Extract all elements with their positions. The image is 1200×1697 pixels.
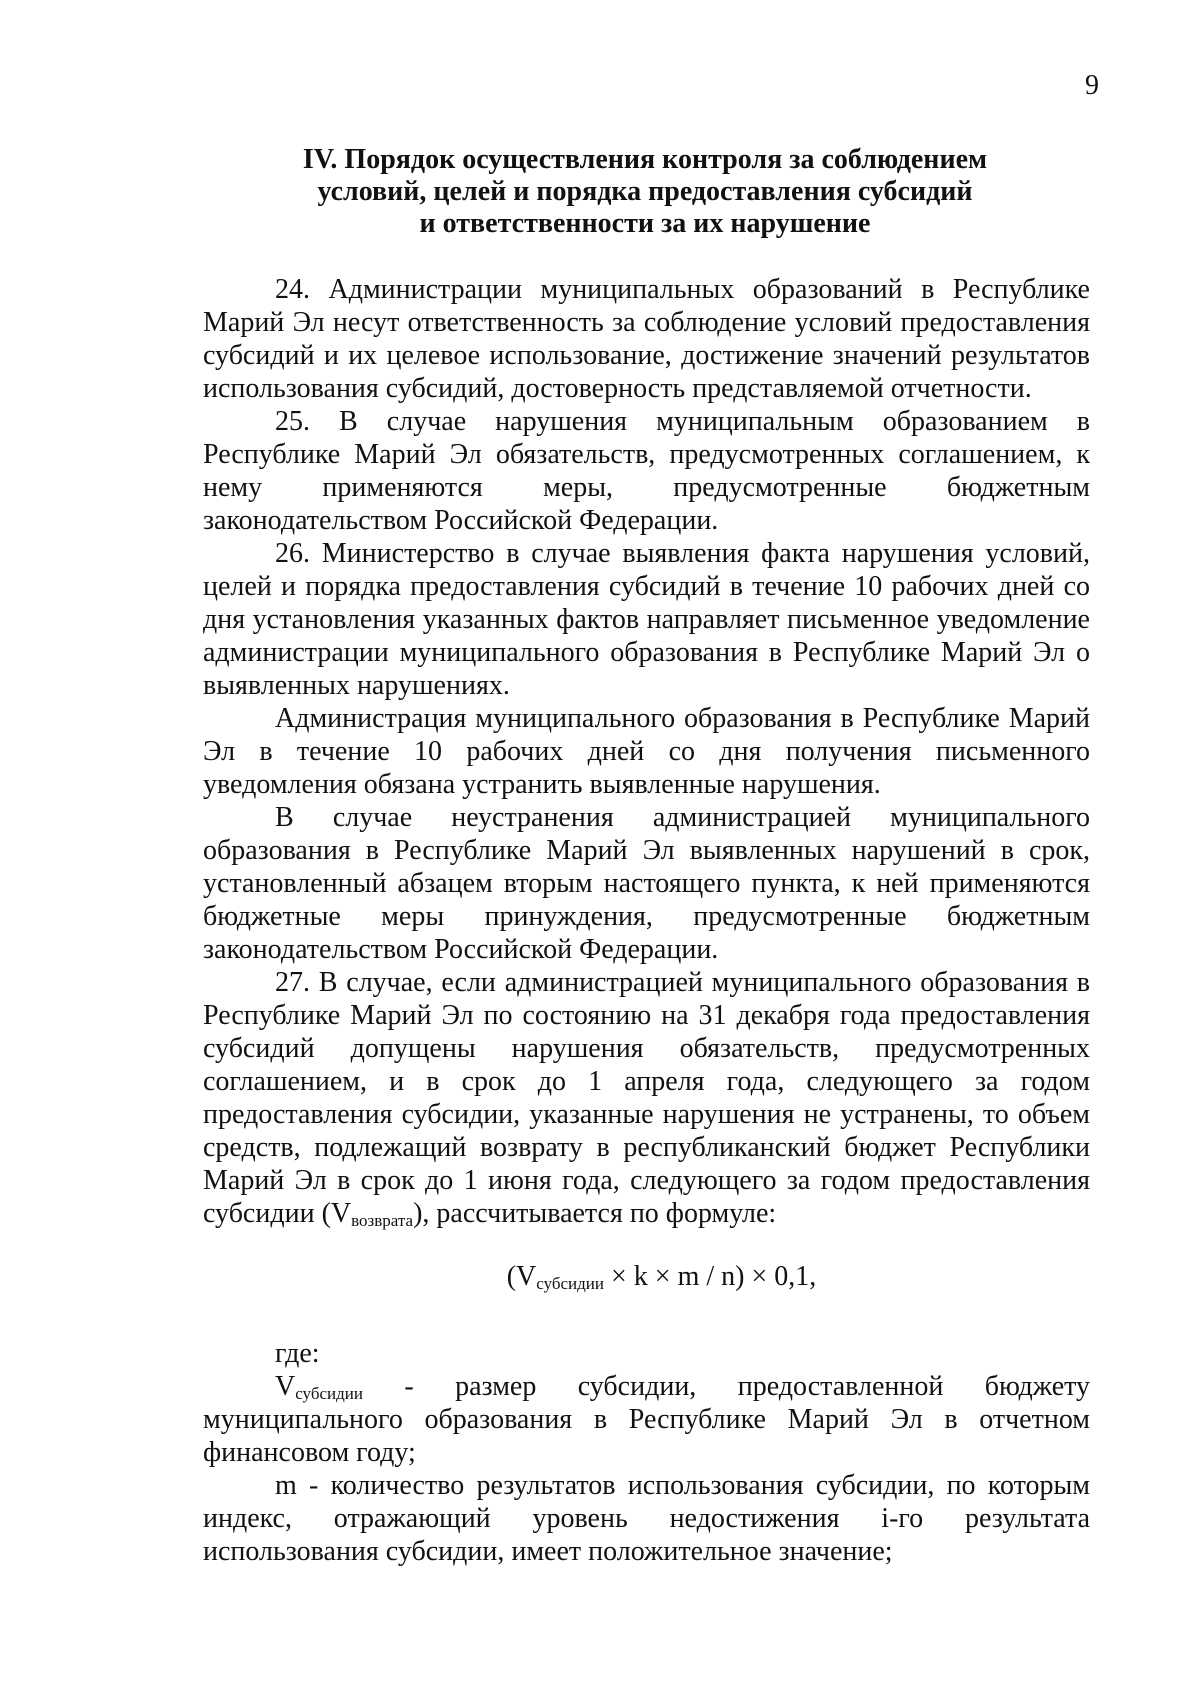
v-symbol: V	[275, 1371, 296, 1402]
formula	[203, 1260, 1090, 1293]
where-label: где:	[275, 1338, 320, 1369]
paragraph-26: 26. Министерство в случае выявления факта нарушения условий, целей и порядка предоставления субсидий в течение 10 рабочих дней со дня установления указанных фактов направляет письменное уведомление администрации муниципального образования в Республике Марий Эл о выявленных нарушениях.	[203, 538, 1090, 701]
heading-line-3: и ответственности за их нарушение	[419, 208, 871, 239]
v-definition-text: - размер субсидии, предоставленной бюджету муниципального образования в Республике Марий Эл в отчетном финансовом году;	[203, 1371, 1090, 1468]
page-number: 9	[1085, 70, 1099, 101]
formula-open: (V	[506, 1261, 537, 1292]
v-subsidy-subscript: субсидии	[295, 1384, 363, 1403]
paragraph-24: 24. Администрации муниципальных образований в Республике Марий Эл несут ответственность за соблюдение условий предоставления субсидий и их целевое использование, достижение значений результатов использования субсидий, достоверность представляемой отчетности.	[203, 274, 1090, 404]
paragraph-26-third: В случае неустранения администрацией муниципального образования в Республике Марий Эл выявленных нарушений в срок, установленный абзацем вторым настоящего пункта, к ней применяются бюджетные меры принуждения, предусмотренные бюджетным законодательством Российской Федерации.	[203, 802, 1090, 965]
paragraph-27-text: 27. В случае, если администрацией муниципального образования в Республике Марий Эл по состоянию на 31 декабря года предоставления субсидий допущены нарушения обязательств, предусмотренных соглашением, и в срок до 1 апреля года, следующего за годом предоставления субсидии, указанные нарушения не устранены, то объем средств, подлежащий возврату в республиканский бюджет Республики Марий Эл в срок до 1 июня года, следующего за годом предоставления субсидии (V	[203, 967, 1090, 1229]
paragraph-25: 25. В случае нарушения муниципальным образованием в Республике Марий Эл обязательств, предусмотренных соглашением, к нему применяются меры, предусмотренные бюджетным законодательством Российской Федерации.	[203, 406, 1090, 536]
paragraph-27-tail: ), рассчитывается по формуле:	[413, 1198, 777, 1229]
heading-line-1: IV. Порядок осуществления контроля за соблюдением	[302, 144, 988, 175]
heading-line-2: условий, целей и порядка предоставления субсидий	[317, 176, 973, 207]
paragraph-26-second: Администрация муниципального образования в Республике Марий Эл в течение 10 рабочих дней со дня получения письменного уведомления обязана устранить выявленные нарушения.	[203, 703, 1090, 800]
v-return-subscript: возврата	[351, 1211, 414, 1230]
formula-subscript: субсидии	[536, 1274, 604, 1293]
formula-rest: × k × m / n) × 0,1,	[604, 1261, 817, 1292]
document-body	[203, 273, 1090, 1568]
definition-v-subsidy	[203, 1370, 1090, 1469]
definition-m: m - количество результатов использования субсидии, по которым индекс, отражающий уровень недостижения i-го результата использования субсидии, имеет положительное значение;	[203, 1470, 1090, 1567]
section-heading	[200, 144, 1090, 240]
paragraph-27	[203, 966, 1090, 1230]
